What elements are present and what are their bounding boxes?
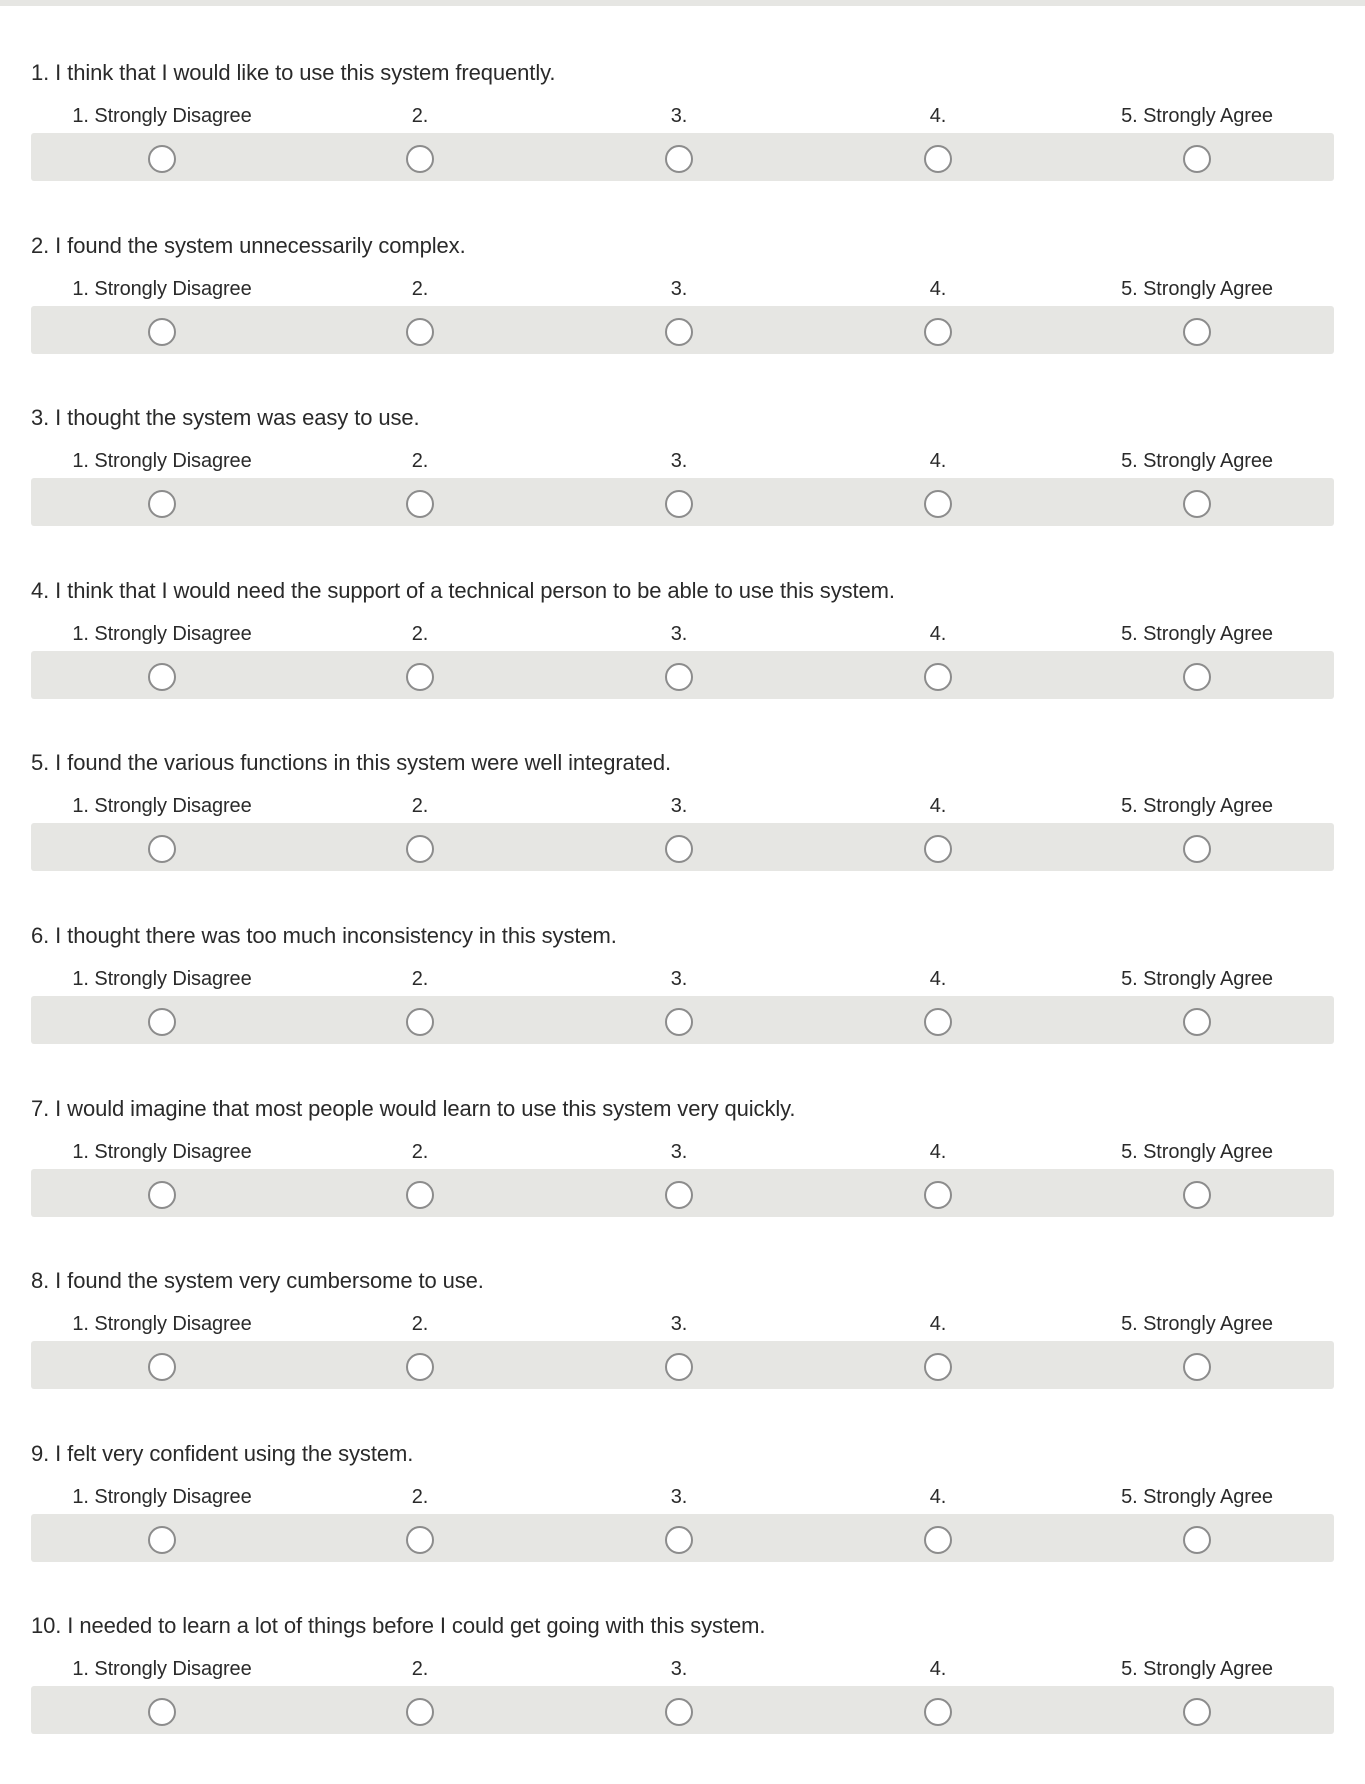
- scale-label: 5. Strongly Agree: [1121, 795, 1273, 818]
- scale-label: 2.: [411, 795, 429, 818]
- scale-label: 4.: [929, 1313, 947, 1336]
- radio-option-1[interactable]: [148, 663, 176, 691]
- radio-option-3[interactable]: [665, 490, 693, 518]
- radio-option-5[interactable]: [1183, 490, 1211, 518]
- choice-row: [31, 1686, 1334, 1734]
- question-block: [0, 58, 1365, 231]
- choice-row: [31, 1514, 1334, 1562]
- radio-option-2[interactable]: [406, 1353, 434, 1381]
- radio-option-3[interactable]: [665, 1526, 693, 1554]
- radio-option-4[interactable]: [924, 145, 952, 173]
- scale-label: 5. Strongly Agree: [1121, 277, 1273, 300]
- radio-option-1[interactable]: [148, 835, 176, 863]
- radio-option-1[interactable]: [148, 1181, 176, 1209]
- radio-option-3[interactable]: [665, 835, 693, 863]
- radio-option-4[interactable]: [924, 1008, 952, 1036]
- scale-label: 4.: [929, 1485, 947, 1508]
- radio-option-3[interactable]: [665, 1353, 693, 1381]
- radio-option-4[interactable]: [924, 835, 952, 863]
- radio-option-5[interactable]: [1183, 1008, 1211, 1036]
- scale-label: 5. Strongly Agree: [1121, 968, 1273, 990]
- scale-label: 1. Strongly Disagree: [72, 622, 252, 645]
- radio-option-2[interactable]: [406, 145, 434, 173]
- scale-label: 4.: [929, 968, 947, 990]
- scale-label: 1. Strongly Disagree: [72, 795, 252, 818]
- question-block: [0, 1266, 1365, 1439]
- radio-option-4[interactable]: [924, 318, 952, 346]
- radio-option-4[interactable]: [924, 1698, 952, 1726]
- scale-label: 2.: [411, 1485, 429, 1508]
- scale-label: 3.: [670, 1313, 688, 1336]
- scale-label: 4.: [929, 105, 947, 127]
- scale-label: 2.: [411, 450, 429, 473]
- choice-row: [31, 1169, 1334, 1217]
- question-block: [0, 1094, 1365, 1267]
- question-block: [0, 1439, 1365, 1612]
- scale-label: 2.: [411, 622, 429, 645]
- choice-row: [31, 478, 1334, 526]
- top-divider: [0, 0, 1365, 6]
- radio-option-2[interactable]: [406, 835, 434, 863]
- radio-option-5[interactable]: [1183, 1698, 1211, 1726]
- scale-label: 5. Strongly Agree: [1121, 105, 1273, 127]
- radio-option-2[interactable]: [406, 318, 434, 346]
- scale-label: 1. Strongly Disagree: [72, 1313, 252, 1336]
- question-text: 3. I thought the system was easy to use.: [31, 405, 420, 431]
- radio-option-1[interactable]: [148, 490, 176, 518]
- scale-label: 1. Strongly Disagree: [72, 105, 252, 127]
- radio-option-5[interactable]: [1183, 145, 1211, 173]
- scale-label: 5. Strongly Agree: [1121, 1485, 1273, 1508]
- question-text: 10. I needed to learn a lot of things before I could get going with this system.: [31, 1613, 766, 1639]
- scale-label: 2.: [411, 105, 429, 127]
- scale-label: 2.: [411, 968, 429, 990]
- question-block: [0, 1611, 1365, 1784]
- scale-label: 1. Strongly Disagree: [72, 1658, 252, 1681]
- scale-label: 2.: [411, 1140, 429, 1163]
- radio-option-5[interactable]: [1183, 1181, 1211, 1209]
- radio-option-2[interactable]: [406, 1698, 434, 1726]
- question-block: [0, 921, 1365, 1094]
- scale-label: 3.: [670, 105, 688, 127]
- scale-label: 1. Strongly Disagree: [72, 450, 252, 473]
- scale-label: 2.: [411, 1313, 429, 1336]
- question-text: 2. I found the system unnecessarily complex.: [31, 232, 466, 258]
- scale-label: 2.: [411, 277, 429, 300]
- radio-option-4[interactable]: [924, 1181, 952, 1209]
- choice-row: [31, 1341, 1334, 1389]
- scale-label: 4.: [929, 622, 947, 645]
- question-block: [0, 403, 1365, 576]
- radio-option-4[interactable]: [924, 1353, 952, 1381]
- choice-row: [31, 823, 1334, 871]
- choice-row: [31, 306, 1334, 354]
- scale-label: 3.: [670, 450, 688, 473]
- radio-option-1[interactable]: [148, 318, 176, 346]
- scale-label: 5. Strongly Agree: [1121, 1313, 1273, 1336]
- radio-option-1[interactable]: [148, 1008, 176, 1036]
- radio-option-5[interactable]: [1183, 835, 1211, 863]
- scale-label: 3.: [670, 968, 688, 990]
- scale-label: 1. Strongly Disagree: [72, 277, 252, 300]
- scale-label: 4.: [929, 450, 947, 473]
- radio-option-5[interactable]: [1183, 1353, 1211, 1381]
- scale-label: 3.: [670, 1140, 688, 1163]
- radio-option-5[interactable]: [1183, 1526, 1211, 1554]
- scale-label: 3.: [670, 1485, 688, 1508]
- radio-option-4[interactable]: [924, 663, 952, 691]
- radio-option-3[interactable]: [665, 663, 693, 691]
- question-text: 7. I would imagine that most people would learn to use this system very quickly.: [31, 1095, 796, 1121]
- scale-label: 4.: [929, 795, 947, 818]
- scale-label: 4.: [929, 1140, 947, 1163]
- scale-label: 1. Strongly Disagree: [72, 968, 252, 990]
- scale-label: 3.: [670, 1658, 688, 1681]
- radio-option-2[interactable]: [406, 663, 434, 691]
- question-text: 1. I think that I would like to use this system frequently.: [31, 60, 556, 85]
- scale-label: 3.: [670, 795, 688, 818]
- radio-option-3[interactable]: [665, 1181, 693, 1209]
- choice-row: [31, 996, 1334, 1044]
- radio-option-4[interactable]: [924, 1526, 952, 1554]
- radio-option-5[interactable]: [1183, 663, 1211, 691]
- radio-option-2[interactable]: [406, 1181, 434, 1209]
- radio-option-5[interactable]: [1183, 318, 1211, 346]
- scale-label: 2.: [411, 1658, 429, 1681]
- question-block: [0, 576, 1365, 749]
- scale-label: 5. Strongly Agree: [1121, 622, 1273, 645]
- scale-label: 3.: [670, 622, 688, 645]
- question-text: 4. I think that I would need the support of a technical person to be able to use this system.: [31, 577, 895, 603]
- scale-label: 5. Strongly Agree: [1121, 450, 1273, 473]
- question-block: [0, 231, 1365, 404]
- scale-label: 1. Strongly Disagree: [72, 1140, 252, 1163]
- question-text: 8. I found the system very cumbersome to use.: [31, 1268, 484, 1294]
- radio-option-2[interactable]: [406, 490, 434, 518]
- radio-option-1[interactable]: [148, 145, 176, 173]
- choice-row: [31, 651, 1334, 699]
- radio-option-1[interactable]: [148, 1698, 176, 1726]
- scale-label: 3.: [670, 277, 688, 300]
- question-block: [0, 748, 1365, 921]
- radio-option-1[interactable]: [148, 1526, 176, 1554]
- radio-option-3[interactable]: [665, 1008, 693, 1036]
- question-text: 6. I thought there was too much inconsistency in this system.: [31, 923, 617, 948]
- radio-option-3[interactable]: [665, 1698, 693, 1726]
- radio-option-2[interactable]: [406, 1526, 434, 1554]
- question-text: 9. I felt very confident using the system.: [31, 1440, 414, 1466]
- radio-option-1[interactable]: [148, 1353, 176, 1381]
- radio-option-3[interactable]: [665, 145, 693, 173]
- question-text: 5. I found the various functions in this system were well integrated.: [31, 750, 671, 776]
- scale-label: 4.: [929, 1658, 947, 1681]
- scale-label: 1. Strongly Disagree: [72, 1485, 252, 1508]
- scale-label: 5. Strongly Agree: [1121, 1658, 1273, 1681]
- choice-row: [31, 133, 1334, 181]
- radio-option-4[interactable]: [924, 490, 952, 518]
- scale-label: 5. Strongly Agree: [1121, 1140, 1273, 1163]
- radio-option-3[interactable]: [665, 318, 693, 346]
- scale-label: 4.: [929, 277, 947, 300]
- radio-option-2[interactable]: [406, 1008, 434, 1036]
